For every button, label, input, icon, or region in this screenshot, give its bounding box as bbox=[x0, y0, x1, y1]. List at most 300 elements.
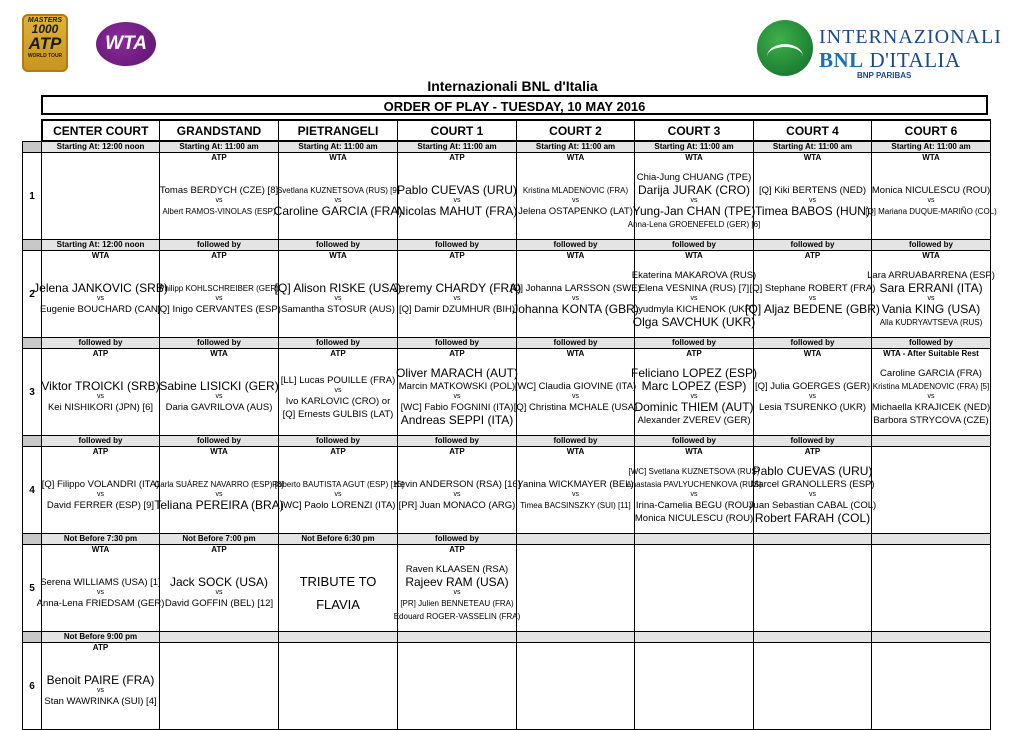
match-content bbox=[398, 643, 516, 729]
match-players bbox=[745, 261, 880, 337]
start-time-label: followed by bbox=[398, 534, 517, 545]
court-header: PIETRANGELI bbox=[279, 120, 398, 141]
versus-label: vs bbox=[334, 386, 342, 394]
tour-label: WTA bbox=[566, 447, 585, 456]
match-number: 1 bbox=[23, 153, 42, 240]
tour-label: WTA bbox=[922, 251, 940, 260]
atp-logo-1000-text: 1000 bbox=[31, 22, 59, 36]
match-number: 2 bbox=[23, 251, 42, 338]
match-content bbox=[160, 153, 278, 239]
tour-label bbox=[635, 545, 753, 555]
tour-label bbox=[279, 643, 397, 653]
player-name: Michaella KRAJICEK (NED) bbox=[871, 402, 991, 413]
start-time-row bbox=[23, 141, 991, 153]
player-name: Anastasia PAVLYUCHENKOVA (RUS) bbox=[626, 480, 762, 489]
player-name: [WC] Fabio FOGNINI (ITA) bbox=[400, 402, 514, 413]
start-time-label: followed by bbox=[279, 240, 398, 251]
match-content bbox=[754, 349, 871, 435]
versus-label: vs bbox=[97, 687, 104, 694]
tour-label: ATP bbox=[449, 545, 465, 554]
match-players bbox=[160, 359, 278, 435]
versus-label: vs bbox=[215, 197, 223, 204]
match-content bbox=[754, 643, 871, 729]
tour-label bbox=[754, 545, 871, 555]
player-name: Marcin MATKOWSKI (POL) bbox=[398, 381, 516, 392]
tribute-text: TRIBUTE TO bbox=[299, 574, 377, 589]
player-name: David GOFFIN (BEL) [12] bbox=[164, 598, 274, 609]
match-content bbox=[635, 545, 753, 631]
match-cell bbox=[745, 251, 880, 338]
match-players bbox=[626, 457, 762, 533]
tour-label bbox=[635, 643, 753, 653]
versus-label: vs bbox=[453, 393, 461, 400]
player-name: Ekaterina MAKAROVA (RUS) bbox=[631, 270, 757, 281]
row-marker bbox=[23, 534, 42, 545]
tour-label: WTA bbox=[91, 251, 110, 260]
atp-logo-masters-text: MASTERS bbox=[27, 17, 63, 24]
atp-masters-1000-logo bbox=[22, 14, 68, 72]
match-cell bbox=[157, 251, 281, 338]
match-players bbox=[42, 457, 159, 533]
header-corner bbox=[23, 120, 42, 141]
player-name: Kristina MLADENOVIC (FRA) [5] bbox=[872, 382, 990, 391]
match-players bbox=[872, 653, 990, 729]
player-name: Timea BACSINSZKY (SUI) [11] bbox=[520, 501, 631, 510]
versus-label: vs bbox=[215, 393, 223, 400]
match-row bbox=[23, 251, 991, 338]
start-time-label: followed by bbox=[160, 240, 279, 251]
tour-label: ATP bbox=[92, 447, 109, 456]
player-name: Svetlana KUZNETSOVA (RUS) [9] bbox=[276, 186, 400, 195]
match-cell bbox=[754, 153, 872, 240]
match-players bbox=[393, 555, 521, 631]
versus-label: vs bbox=[690, 491, 698, 498]
versus-label: vs bbox=[572, 491, 579, 498]
player-name: Dominic THIEM (AUT) bbox=[634, 400, 754, 414]
tour-label: WTA bbox=[329, 153, 347, 162]
start-time-label: Starting At: 11:00 am bbox=[872, 141, 991, 153]
player-name: Edouard ROGER-VASSELIN (FRA) bbox=[393, 612, 521, 621]
start-time-label bbox=[635, 632, 754, 643]
tour-label: ATP bbox=[92, 643, 109, 652]
player-name: [Q] Mariana DUQUE-MARIÑO (COL) bbox=[865, 207, 997, 216]
bnl-logo-line3: BNP PARIBAS bbox=[857, 71, 912, 80]
row-marker bbox=[23, 141, 42, 153]
match-players bbox=[627, 163, 761, 239]
player-name: Olga SAVCHUK (UKR) bbox=[632, 315, 756, 329]
tour-label: WTA - After Suitable Rest bbox=[883, 349, 979, 358]
match-players bbox=[872, 555, 990, 631]
versus-label: vs bbox=[690, 295, 698, 302]
versus-label: vs bbox=[927, 295, 935, 302]
tour-label: WTA bbox=[803, 153, 822, 162]
start-time-row bbox=[23, 534, 991, 545]
match-content bbox=[36, 545, 165, 631]
start-time-label: Starting At: 12:00 noon bbox=[42, 240, 160, 251]
player-name: Daria GAVRILOVA (AUS) bbox=[165, 402, 273, 413]
match-content bbox=[160, 643, 278, 729]
match-players bbox=[872, 359, 990, 435]
versus-label: vs bbox=[97, 589, 104, 596]
player-name: Oliver MARACH (AUT) bbox=[396, 366, 518, 380]
versus-label: vs bbox=[809, 491, 816, 498]
start-time-label bbox=[517, 534, 635, 545]
match-players bbox=[398, 163, 516, 239]
tour-label: ATP bbox=[449, 251, 465, 260]
match-cell bbox=[398, 643, 517, 730]
match-players bbox=[42, 359, 159, 435]
court-header: COURT 1 bbox=[398, 120, 517, 141]
tour-label: ATP bbox=[686, 349, 702, 358]
tour-label: ATP bbox=[330, 349, 346, 358]
match-players bbox=[517, 653, 634, 729]
start-time-label bbox=[754, 632, 872, 643]
player-name: Jeremy CHARDY (FRA) bbox=[392, 281, 522, 295]
match-content bbox=[279, 545, 397, 631]
match-cell bbox=[154, 447, 284, 534]
match-content bbox=[626, 447, 762, 533]
tour-label bbox=[517, 545, 634, 555]
start-time-label: Not Before 7:00 pm bbox=[160, 534, 279, 545]
tour-label bbox=[872, 545, 990, 555]
match-players bbox=[273, 163, 403, 239]
match-content bbox=[33, 251, 168, 337]
match-players bbox=[36, 555, 165, 631]
versus-label: vs bbox=[453, 589, 461, 596]
match-players bbox=[398, 653, 516, 729]
tour-label: ATP bbox=[449, 153, 465, 162]
start-time-label bbox=[160, 632, 279, 643]
match-row bbox=[23, 545, 991, 632]
match-number: 5 bbox=[23, 545, 42, 632]
match-number: 3 bbox=[23, 349, 42, 436]
versus-label: vs bbox=[97, 491, 104, 498]
tour-label: WTA bbox=[685, 251, 703, 260]
player-name: Ivo KARLOVIC (CRO) or bbox=[285, 395, 391, 407]
match-content bbox=[157, 251, 281, 337]
player-name: [Q] Christina MCHALE (USA) bbox=[513, 402, 638, 413]
player-name: Raven KLAASEN (RSA) bbox=[405, 564, 509, 575]
player-name: Marcel GRANOLLERS (ESP) bbox=[750, 479, 875, 490]
player-name: [Q] Aljaz BEDENE (GBR) bbox=[745, 302, 880, 316]
match-players bbox=[630, 359, 758, 435]
player-name: [Q] Johanna LARSSON (SWE) bbox=[510, 283, 641, 294]
tour-label bbox=[42, 153, 159, 163]
player-name: Sara ERRANI (ITA) bbox=[879, 281, 983, 295]
versus-label: vs bbox=[215, 295, 223, 302]
player-name: [WC] Paolo LORENZI (ITA) bbox=[280, 500, 396, 511]
versus-label: vs bbox=[97, 393, 104, 400]
match-cell bbox=[279, 643, 398, 730]
versus-label: vs bbox=[453, 197, 461, 204]
match-cell bbox=[635, 545, 754, 632]
match-cell bbox=[392, 251, 522, 338]
versus-label: vs bbox=[809, 197, 816, 204]
start-time-label bbox=[754, 534, 872, 545]
player-name: Barbora STRYCOVA (CZE) bbox=[873, 415, 989, 426]
match-players bbox=[754, 653, 871, 729]
match-cell bbox=[872, 447, 991, 534]
tour-label bbox=[279, 545, 397, 555]
player-name: Stan WAWRINKA (SUI) [4] bbox=[44, 696, 157, 707]
player-name: [Q] Damir DZUMHUR (BIH) bbox=[398, 304, 516, 315]
versus-label: vs bbox=[690, 197, 698, 204]
player-name: Carla SUÁREZ NAVARRO (ESP) [8] bbox=[154, 480, 284, 489]
match-cell bbox=[626, 447, 762, 534]
bnl-logo-italia: D'ITALIA bbox=[863, 48, 961, 72]
match-content bbox=[398, 153, 516, 239]
match-cell bbox=[517, 447, 635, 534]
player-name: Elena VESNINA (RUS) [7] bbox=[638, 283, 750, 294]
match-players bbox=[517, 555, 634, 631]
player-name: Pablo CUEVAS (URU) bbox=[752, 464, 873, 478]
match-players bbox=[160, 555, 278, 631]
tournament-title: Internazionali BNL d'Italia bbox=[427, 78, 598, 94]
player-name: Monica NICULESCU (ROU) bbox=[871, 185, 991, 196]
start-time-row bbox=[23, 240, 991, 251]
match-content bbox=[748, 447, 877, 533]
bnl-logo-bnl: BNL bbox=[819, 48, 864, 72]
player-name: Andreas SEPPI (ITA) bbox=[400, 413, 514, 427]
player-name: Irina-Camelia BEGU (ROU) bbox=[635, 500, 753, 511]
tour-label bbox=[517, 643, 634, 653]
match-players bbox=[517, 163, 634, 239]
court-header: COURT 4 bbox=[754, 120, 872, 141]
player-name: Yung-Jan CHAN (TPE) bbox=[632, 204, 756, 218]
tour-label: WTA bbox=[685, 447, 703, 456]
match-players bbox=[865, 163, 997, 239]
atp-logo-atp-text: ATP bbox=[28, 34, 62, 53]
tour-label: ATP bbox=[92, 349, 109, 358]
match-cell bbox=[42, 447, 160, 534]
match-content bbox=[393, 447, 521, 533]
tour-label bbox=[872, 643, 990, 653]
match-content bbox=[273, 153, 403, 239]
player-name: Albert RAMOS-VINOLAS (ESP) bbox=[162, 207, 276, 216]
match-content bbox=[867, 251, 995, 337]
row-marker bbox=[23, 338, 42, 349]
player-name: [Q] Stephane ROBERT (FRA) bbox=[749, 283, 876, 294]
match-cell bbox=[513, 349, 638, 436]
player-name: Rajeev RAM (USA) bbox=[405, 575, 509, 589]
start-time-label: followed by bbox=[160, 436, 279, 447]
tour-label: WTA bbox=[91, 545, 110, 554]
tour-label: ATP bbox=[211, 251, 227, 260]
player-name: Jack SOCK (USA) bbox=[169, 575, 268, 589]
start-time-label: followed by bbox=[635, 240, 754, 251]
player-name: Eugenie BOUCHARD (CAN) bbox=[40, 304, 161, 315]
match-players bbox=[867, 261, 995, 337]
match-number: 6 bbox=[23, 643, 42, 730]
versus-label: vs bbox=[572, 295, 579, 302]
court-header: CENTER COURT bbox=[42, 120, 160, 141]
start-time-row bbox=[23, 338, 991, 349]
start-time-label: followed by bbox=[754, 240, 872, 251]
match-cell bbox=[160, 545, 279, 632]
player-name: Philipp KOHLSCHREIBER (GER) bbox=[159, 284, 279, 293]
player-name: Timea BABOS (HUN) bbox=[755, 204, 870, 218]
versus-label: vs bbox=[334, 197, 342, 204]
start-time-label: Starting At: 11:00 am bbox=[160, 141, 279, 153]
match-content bbox=[517, 545, 634, 631]
match-players bbox=[33, 261, 168, 337]
match-cell bbox=[631, 251, 757, 338]
match-cell bbox=[872, 643, 991, 730]
tour-label: ATP bbox=[211, 545, 227, 554]
match-content bbox=[42, 447, 159, 533]
match-players bbox=[157, 261, 281, 337]
player-name: David FERRER (ESP) [9] bbox=[46, 500, 155, 511]
versus-label: vs bbox=[809, 295, 816, 302]
tribute-text: FLAVIA bbox=[316, 597, 360, 612]
match-content bbox=[631, 251, 757, 337]
match-cell bbox=[398, 153, 517, 240]
player-name: Nicolas MAHUT (FRA) bbox=[396, 204, 518, 218]
player-name: Monica NICULESCU (ROU) bbox=[634, 513, 754, 524]
versus-label: vs bbox=[572, 393, 579, 400]
schedule-table bbox=[22, 119, 997, 730]
player-name: [Q] Alison RISKE (USA) bbox=[274, 281, 402, 295]
match-cell bbox=[36, 545, 165, 632]
start-time-label: followed by bbox=[754, 338, 872, 349]
match-cell bbox=[279, 349, 398, 436]
internazionali-bnl-logo bbox=[757, 20, 1002, 82]
player-name: Chia-Jung CHUANG (TPE) bbox=[636, 172, 752, 183]
match-content bbox=[42, 349, 159, 435]
player-name: Jelena JANKOVIC (SRB) bbox=[33, 281, 168, 295]
player-name: Lesia TSURENKO (UKR) bbox=[759, 402, 866, 413]
match-cell bbox=[517, 153, 635, 240]
player-name: [WC] Claudia GIOVINE (ITA) bbox=[514, 381, 637, 392]
match-cell bbox=[272, 447, 404, 534]
tour-label: ATP bbox=[804, 251, 821, 260]
match-cell bbox=[517, 643, 635, 730]
tour-label: WTA bbox=[566, 153, 585, 162]
player-name: [Q] Julia GOERGES (GER) bbox=[754, 381, 871, 392]
atp-logo-tour-text: WORLD TOUR bbox=[27, 53, 63, 59]
tour-label: WTA bbox=[803, 349, 822, 358]
match-content bbox=[42, 153, 159, 239]
match-cell bbox=[160, 153, 279, 240]
match-content bbox=[872, 643, 990, 729]
match-cell bbox=[754, 349, 872, 436]
player-name: [Q] Ernests GULBIS (LAT) bbox=[282, 408, 394, 420]
player-name: [PR] Juan MONACO (ARG) bbox=[398, 500, 516, 511]
player-name: Lyudmyla KICHENOK (UKR) bbox=[633, 304, 755, 315]
row-marker bbox=[23, 632, 42, 643]
player-name: Kristina MLADENOVIC (FRA) bbox=[522, 186, 629, 195]
tour-label: WTA bbox=[566, 349, 585, 358]
match-row bbox=[23, 153, 991, 240]
match-players bbox=[279, 555, 397, 631]
match-row bbox=[23, 349, 991, 436]
tennis-ball-icon bbox=[757, 20, 813, 76]
match-row bbox=[23, 447, 991, 534]
match-players bbox=[513, 359, 638, 435]
match-cell bbox=[748, 447, 877, 534]
match-content bbox=[42, 643, 159, 729]
start-time-label: followed by bbox=[42, 338, 160, 349]
match-content bbox=[865, 153, 997, 239]
start-time-label: Starting At: 11:00 am bbox=[398, 141, 517, 153]
tour-label: ATP bbox=[449, 447, 465, 456]
match-content bbox=[627, 153, 761, 239]
match-content bbox=[513, 349, 638, 435]
start-time-label: followed by bbox=[635, 338, 754, 349]
match-cell bbox=[630, 349, 758, 436]
tour-label: WTA bbox=[566, 251, 585, 260]
player-name: Alexander ZVEREV (GER) bbox=[637, 415, 751, 426]
player-name: Robert FARAH (COL) bbox=[754, 511, 871, 525]
match-cell bbox=[627, 153, 761, 240]
match-content bbox=[393, 545, 521, 631]
player-name: [Q] Kiki BERTENS (NED) bbox=[759, 185, 866, 196]
start-time-label: followed by bbox=[635, 436, 754, 447]
match-content bbox=[872, 447, 990, 533]
match-players bbox=[274, 261, 402, 337]
match-content bbox=[517, 447, 634, 533]
match-players bbox=[754, 163, 871, 239]
row-marker bbox=[23, 436, 42, 447]
player-name: Roberto BAUTISTA AGUT (ESP) [15] bbox=[272, 480, 404, 489]
start-time-label: Starting At: 11:00 am bbox=[635, 141, 754, 153]
match-cell bbox=[754, 643, 872, 730]
match-content bbox=[754, 545, 871, 631]
match-cell bbox=[42, 643, 160, 730]
match-cell bbox=[510, 251, 641, 338]
match-cell bbox=[273, 153, 403, 240]
match-content bbox=[279, 349, 397, 435]
match-players bbox=[635, 555, 753, 631]
versus-label: vs bbox=[334, 491, 342, 498]
match-players bbox=[279, 653, 397, 729]
versus-label: vs bbox=[215, 589, 223, 596]
start-time-label: followed by bbox=[279, 436, 398, 447]
player-name: Teliana PEREIRA (BRA) bbox=[154, 498, 284, 512]
tour-label: WTA bbox=[922, 153, 940, 162]
row-marker bbox=[23, 240, 42, 251]
player-name: Yanina WICKMAYER (BEL) bbox=[517, 479, 634, 490]
player-name: Anna-Lena FRIEDSAM (GER) bbox=[36, 598, 165, 609]
match-content bbox=[754, 153, 871, 239]
versus-label: vs bbox=[809, 393, 816, 400]
match-cell bbox=[754, 545, 872, 632]
start-time-label bbox=[279, 632, 398, 643]
player-name: Anna-Lena GROENEFELD (GER) [6] bbox=[627, 220, 761, 229]
match-players bbox=[754, 555, 871, 631]
player-name: Vania KING (USA) bbox=[881, 302, 981, 316]
match-cell bbox=[42, 153, 160, 240]
match-players bbox=[754, 359, 871, 435]
match-players bbox=[393, 457, 521, 533]
start-time-label: followed by bbox=[398, 240, 517, 251]
player-name: Johanna KONTA (GBR) bbox=[512, 302, 639, 316]
start-time-label: followed by bbox=[517, 338, 635, 349]
tour-label bbox=[398, 643, 516, 653]
match-cell bbox=[517, 545, 635, 632]
start-time-label bbox=[872, 436, 991, 447]
match-players bbox=[154, 457, 284, 533]
tour-label bbox=[872, 447, 990, 457]
match-players bbox=[42, 653, 159, 729]
match-cell bbox=[274, 251, 402, 338]
match-cell bbox=[398, 349, 517, 436]
match-players bbox=[160, 653, 278, 729]
start-time-label bbox=[872, 534, 991, 545]
player-name: Viktor TROICKI (SRB) bbox=[41, 379, 160, 393]
player-name: [WC] Svetlana KUZNETSOVA (RUS) bbox=[628, 467, 760, 476]
player-name: Lara ARRUABARRENA (ESP) bbox=[867, 270, 995, 281]
